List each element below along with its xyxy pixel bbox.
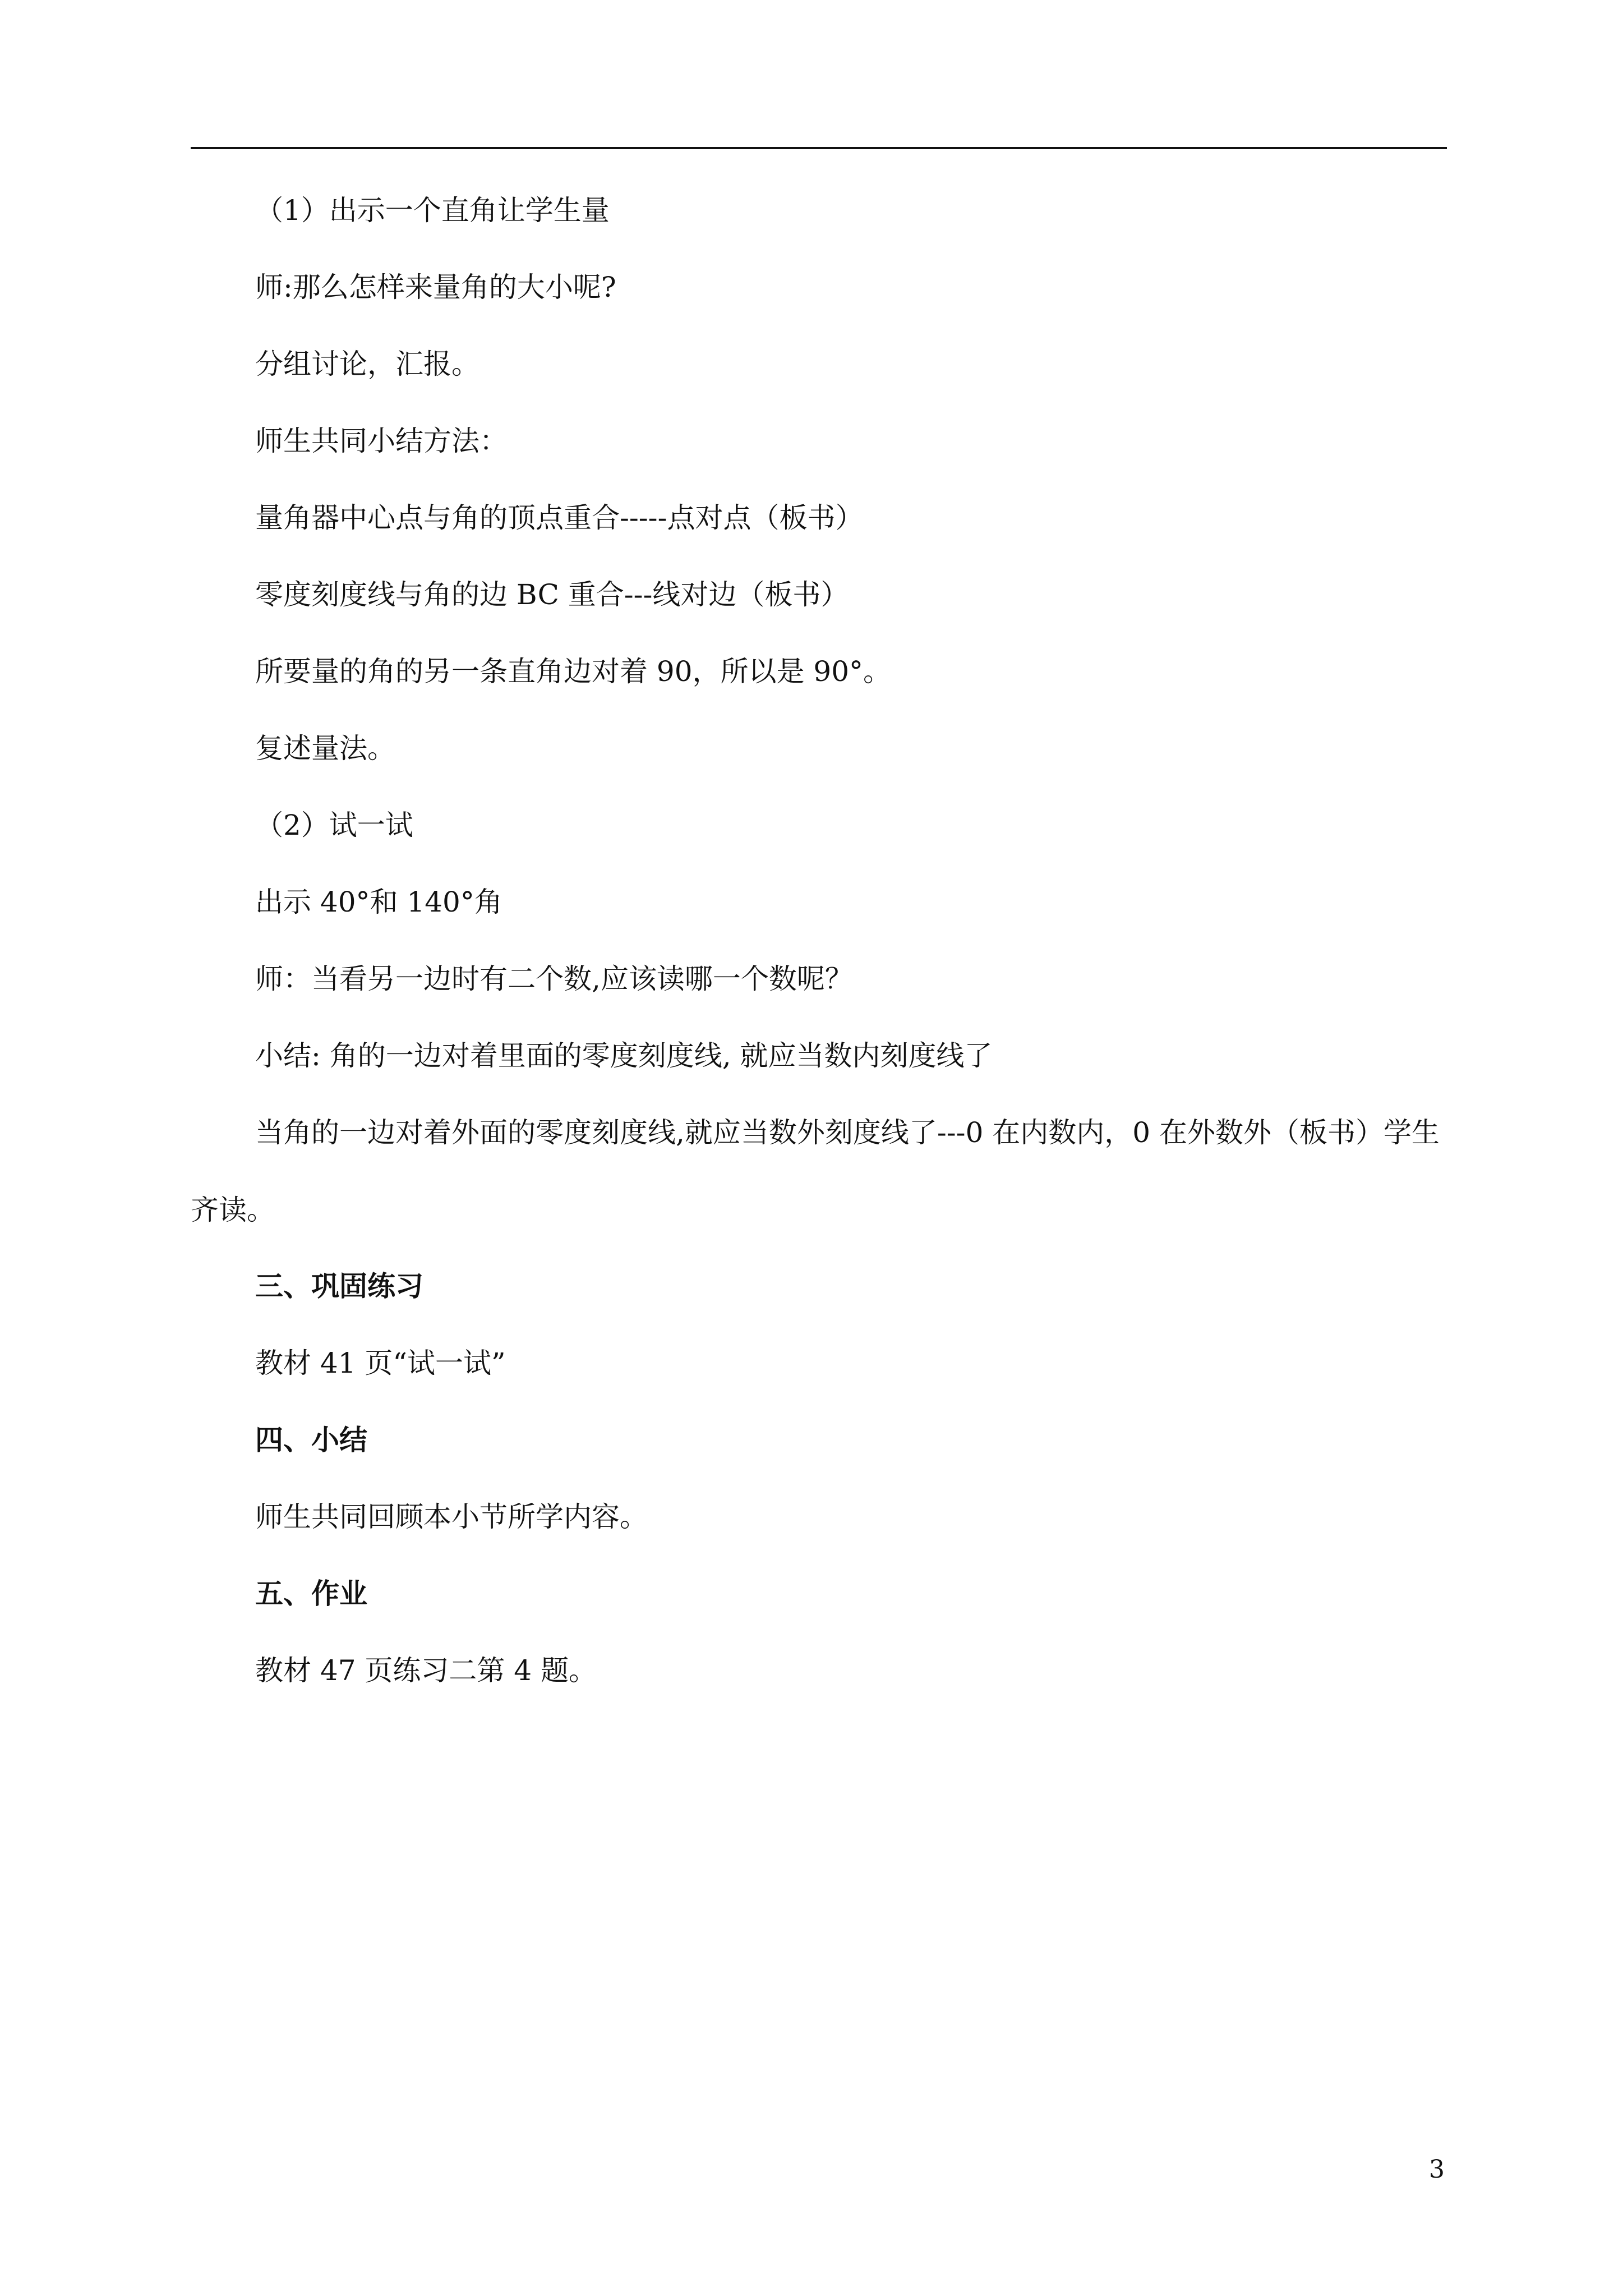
paragraph-inner-scale-summary: 小结: 角的一边对着里面的零度刻度线, 就应当数内刻度线了 [255, 1039, 993, 1072]
paragraph-teacher-question: 师:那么怎样来量角的大小呢? [255, 271, 616, 303]
heading-homework: 五、作业 [255, 1577, 367, 1610]
paragraph-zero-line: 零度刻度线与角的边 BC 重合---线对边（板书） [255, 578, 849, 611]
paragraph-center-point: 量角器中心点与角的顶点重合-----点对点（板书） [255, 501, 864, 534]
paragraph-textbook-41: 教材 41 页“试一试” [255, 1347, 506, 1379]
heading-practice: 三、巩固练习 [255, 1269, 423, 1303]
paragraph-right-angle-90: 所要量的角的另一条直角边对着 90，所以是 90°。 [255, 655, 892, 688]
paragraph-show-angles: 出示 40°和 140°角 [255, 886, 502, 918]
header-rule [191, 147, 1447, 149]
paragraph-outer-scale-summary: 当角的一边对着外面的零度刻度线,就应当数外刻度线了---0 在内数内，0 在外数外（板书）学生齐读。 [191, 1116, 1440, 1226]
paragraph-textbook-47: 教材 47 页练习二第 4 题。 [255, 1654, 597, 1687]
paragraph-repeat-method: 复述量法。 [255, 732, 395, 765]
paragraph-teacher-two-numbers: 师：当看另一边时有二个数,应该读哪一个数呢？ [255, 963, 853, 995]
page-number: 3 [1429, 2155, 1445, 2184]
heading-summary: 四、小结 [255, 1423, 367, 1456]
paragraph-group-discussion: 分组讨论，汇报。 [255, 348, 479, 380]
paragraph-step-1: （1）出示一个直角让学生量 [255, 194, 610, 227]
paragraph-step-2: （2）试一试 [255, 809, 413, 841]
paragraph-review: 师生共同回顾本小节所学内容。 [255, 1501, 648, 1533]
paragraph-summary-method: 师生共同小结方法： [255, 425, 508, 457]
